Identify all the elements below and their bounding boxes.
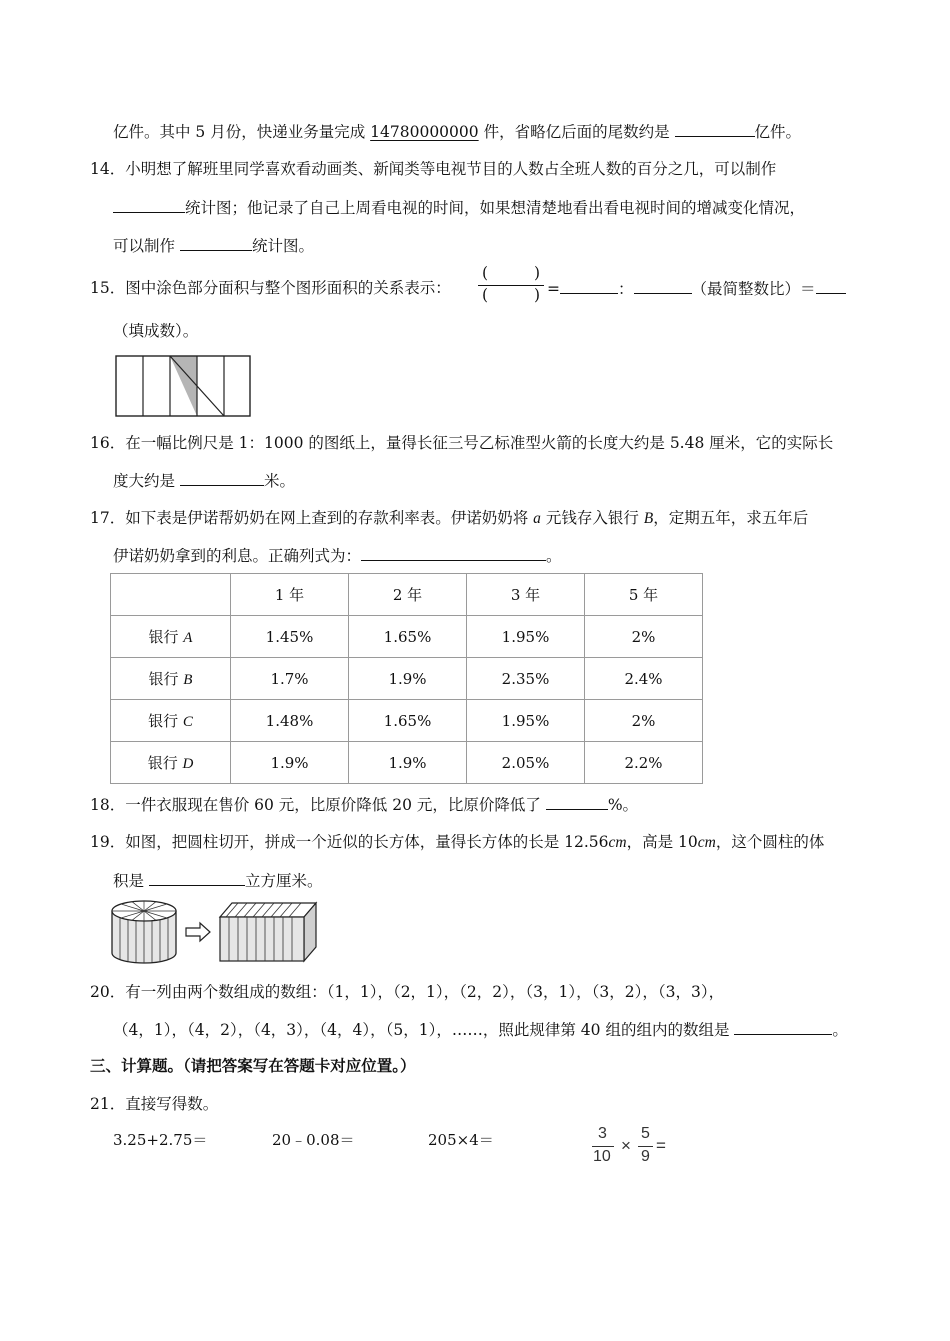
section-3-heading: 三、计算题。（请把答案写在答题卡对应位置。） [90,1056,416,1075]
q15-line2: （填成数）。 [113,322,199,340]
table-cell: 1.9% [349,742,467,784]
table-cell: 2.05% [467,742,585,784]
q15-den-paren-open: ( [482,286,489,304]
q17-line1 [90,507,808,530]
frac2-numerator: 5 [641,1125,650,1142]
table-cell: 2% [585,700,703,742]
q20-answer-blank[interactable] [734,1018,832,1035]
table-cell: 1.7% [231,658,349,700]
q14-line3 [113,234,314,257]
calc-item-3: 205×4＝ [428,1131,494,1149]
table-cell: 2% [585,616,703,658]
q15-ratio-note: （最简整数比）＝ [691,280,816,298]
q14-text-2: 统计图；他记录了自己上周看电视的时间，如果想清楚地看出看电视时间的增减变化情况， [185,199,806,217]
q18-text-1b: %。 [607,796,639,814]
table-cell: 1.65% [349,700,467,742]
arrow-right-icon [186,923,210,941]
q17-text-1b: 元钱存入银行 [540,509,644,527]
q17-text-1c: ，定期五年，求五年后 [653,509,809,527]
q19-cylinder-to-cuboid-figure [108,895,323,967]
q18-line1 [90,793,638,816]
bank-name-cell: 银行 A [111,616,231,658]
q17-text-1a: 17．如下表是伊诺帮奶奶在网上查到的存款利率表。伊诺奶奶将 [90,509,534,527]
q19-unit-2: cm [697,834,716,851]
table-cell: 1.95% [467,700,585,742]
q16-text-2a: 度大约是 [113,472,180,490]
q18-text-1a: 18．一件衣服现在售价 60 元，比原价降低 20 元，比原价降低了 [90,796,546,814]
cuboid-icon [220,903,316,961]
multiply-sign: × [621,1136,631,1155]
table-cell: 1.9% [231,742,349,784]
q15-den-paren-close: ) [534,286,541,304]
q20-line1: 20．有一列由两个数组成的数组：（1，1），（2，1），（2，2），（3，1），（3，2），（3，3）， [90,983,725,1001]
q14-blank-1[interactable] [113,196,185,213]
q19-text-1b: ，高是 10 [626,833,698,851]
table-header-cell: 2 年 [349,574,467,616]
q14-blank-2[interactable] [180,234,252,251]
q14-text-3a: 可以制作 [113,237,180,255]
q17-var-a: a [533,510,541,527]
q19-text-1c: ，这个圆柱的体 [715,833,825,851]
table-cell: 2.4% [585,658,703,700]
calc-item-4-fraction [592,1125,676,1173]
q13-text-1: 亿件。其中 5 月份，快递业务量完成 [113,123,371,141]
q14-line1: 14．小明想了解班里同学喜欢看动画类、新闻类等电视节目的人数占全班人数的百分之几，可以制作 [90,160,777,178]
bank-name-cell: 银行 D [111,742,231,784]
q15-line1 [90,277,451,299]
q20-line2 [113,1018,848,1041]
q15-ratio-blank-2[interactable] [634,277,692,294]
q19-line1 [90,831,824,854]
q19-line2 [113,869,322,892]
q13-text-2: 件，省略亿后面的尾数约是 [478,123,675,141]
q15-percent-blank[interactable] [816,277,846,294]
table-header-cell [111,574,231,616]
q17-text-2b: 。 [546,547,562,565]
calc-item-1: 3.25+2.75＝ [113,1131,208,1149]
table-cell: 1.9% [349,658,467,700]
table-header-cell: 5 年 [585,574,703,616]
q16-line1: 16．在一幅比例尺是 1：1000 的图纸上，量得长征三号乙标准型火箭的长度大约是 5.48 厘米，它的实际长 [90,434,834,452]
q17-answer-blank[interactable] [361,544,546,561]
frac1-bar [592,1146,614,1147]
q19-text-2b: 立方厘米。 [244,872,323,890]
q13-number: 14780000000 [370,123,479,141]
table-row [111,742,703,784]
q19-text-1a: 19．如图，把圆柱切开，拼成一个近似的长方体，量得长方体的长是 12.56 [90,833,609,851]
q15-shaded-rectangle-figure [114,354,254,420]
q15-colon: ： [618,280,634,298]
q15-line1-rest [547,277,846,300]
q14-line2 [113,196,805,219]
q18-answer-blank[interactable] [546,793,608,810]
table-header-cell: 3 年 [467,574,585,616]
q20-text-2b: 。 [832,1021,848,1039]
q16-text-2b: 米。 [263,472,295,490]
frac1-denominator: 10 [593,1148,611,1165]
table-header-row [111,574,703,616]
table-row [111,700,703,742]
shaded-triangle [170,356,197,416]
q19-unit-1: cm [608,834,627,851]
deposit-rate-table [110,573,703,784]
q20-text-2a: （4，1），（4，2），（4，3），（4，4），（5，1），……，照此规律第 40 组的组内的数组是 [113,1021,735,1039]
q17-line2 [113,544,562,567]
q14-text-3b: 统计图。 [251,237,314,255]
table-cell: 1.95% [467,616,585,658]
q15-ratio-blank-1[interactable] [560,277,618,294]
table-row [111,616,703,658]
table-cell: 1.65% [349,616,467,658]
q19-text-2a: 积是 [113,872,149,890]
cylinder-icon [112,901,176,963]
frac2-bar [638,1146,653,1147]
frac1-numerator: 3 [598,1125,607,1142]
frac2-denominator: 9 [641,1148,650,1165]
q21-title: 21．直接写得数。 [90,1095,219,1113]
table-cell: 2.35% [467,658,585,700]
calc-item-2: 20﹣0.08＝ [272,1131,355,1149]
q15-text-1: 15．图中涂色部分面积与整个图形面积的关系表示： [90,279,451,297]
q16-answer-blank[interactable] [180,469,264,486]
table-cell: 1.48% [231,700,349,742]
equals-sign: = [656,1136,666,1155]
q15-equals: = [547,280,560,298]
q17-text-2a: 伊诺奶奶拿到的利息。正确列式为： [113,547,362,565]
q19-answer-blank[interactable] [149,869,245,886]
q16-line2 [113,469,295,492]
table-cell: 1.45% [231,616,349,658]
table-cell: 2.2% [585,742,703,784]
table-header-cell: 1 年 [231,574,349,616]
bank-name-cell: 银行 B [111,658,231,700]
q15-num-paren-close: ) [534,264,541,282]
table-row [111,658,703,700]
q13-text-3: 亿件。 [754,123,802,141]
bank-name-cell: 银行 C [111,700,231,742]
q15-fraction-blank[interactable] [478,264,546,308]
q13-continuation [113,120,801,143]
q17-var-b: B [643,510,654,527]
q13-answer-blank[interactable] [675,120,755,137]
q15-num-paren-open: ( [482,264,489,282]
